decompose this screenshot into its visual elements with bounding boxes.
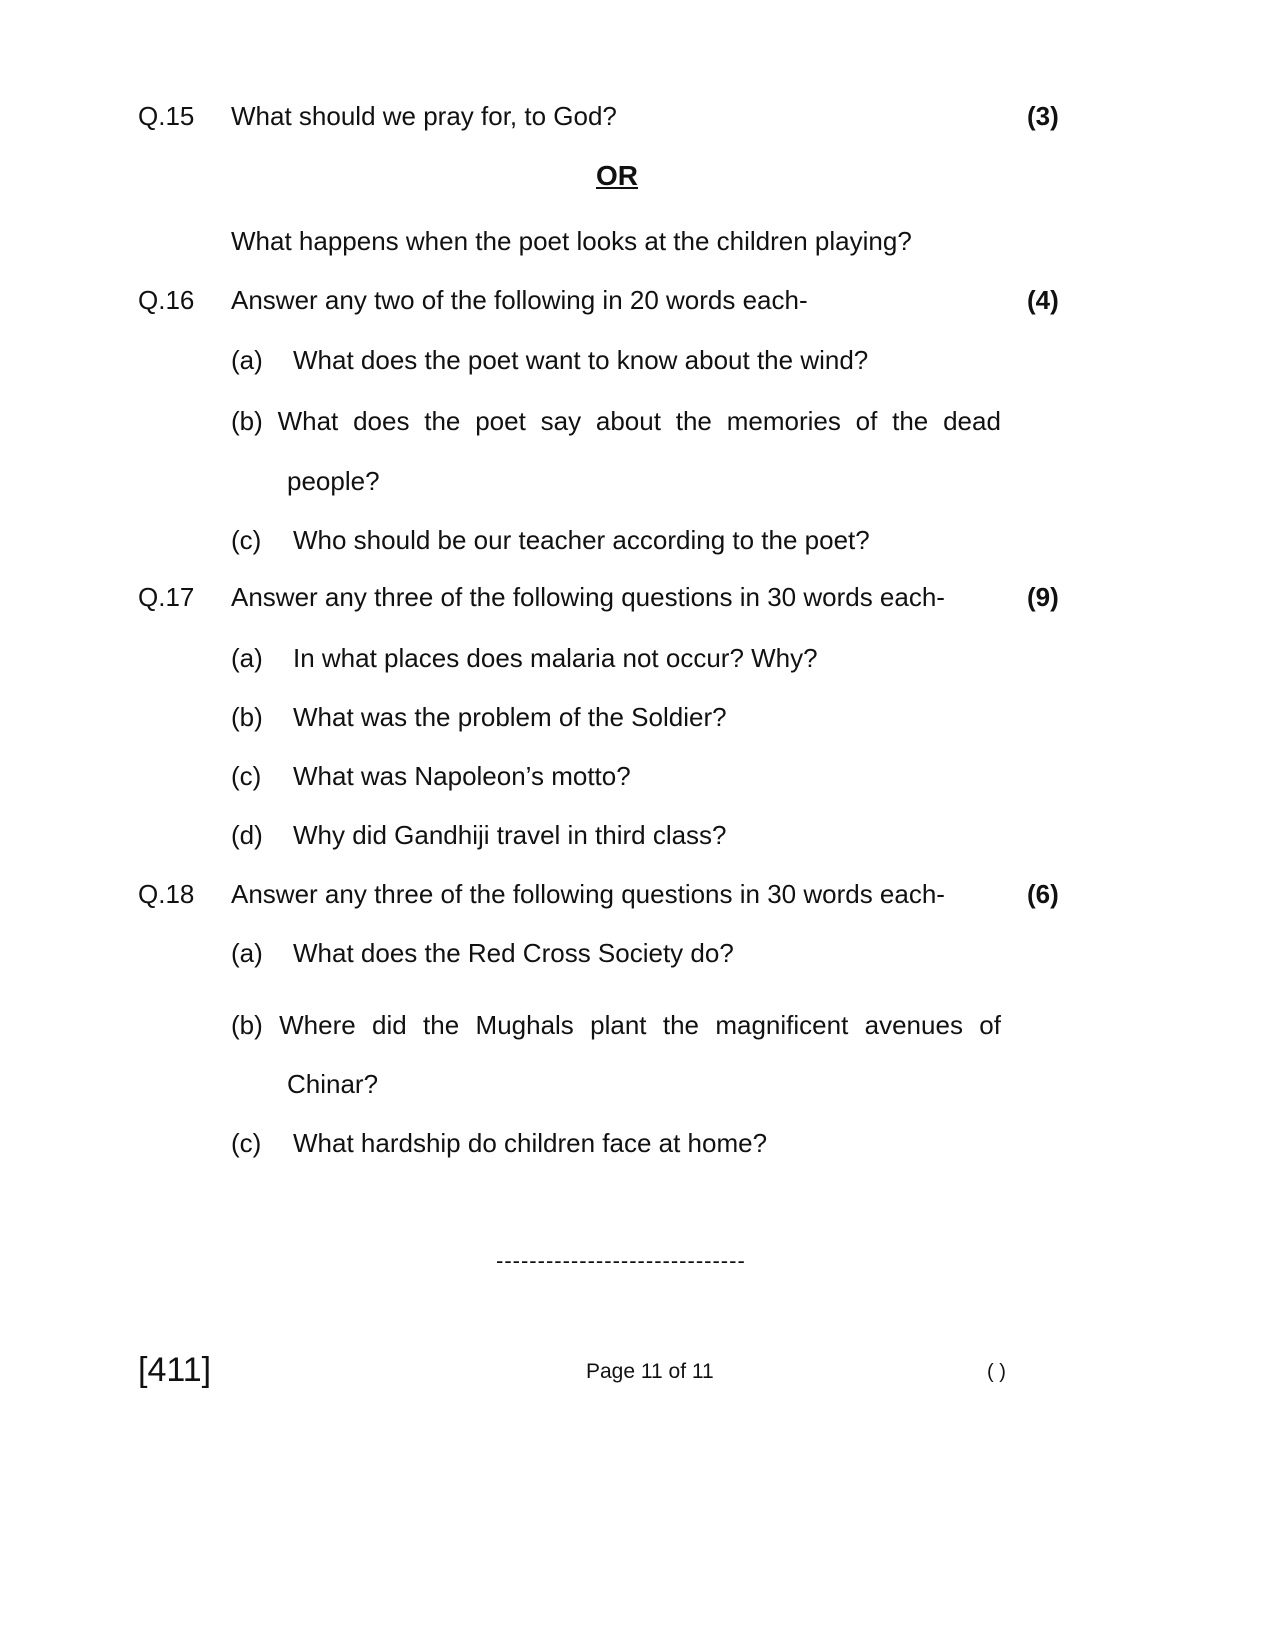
q16-part-b-word: the: [675, 406, 712, 436]
q17-part-c-label: (c): [231, 761, 262, 791]
q16-part-b-label: (b): [231, 406, 263, 436]
q16-text: Answer any two of the following in 20 words each-: [231, 285, 808, 315]
q18-marks: (6): [1027, 879, 1059, 909]
q15-text: What should we pray for, to God?: [231, 101, 617, 131]
footer-parentheses: ( ): [987, 1361, 1006, 1383]
q18-part-c-label: (c): [231, 1128, 262, 1158]
q17-part-a-label: (a): [231, 643, 263, 673]
q16-part-a-text: What does the poet want to know about the wind?: [293, 345, 869, 375]
q18-text: Answer any three of the following questions in 30 words each-: [231, 879, 945, 909]
q16-part-b-word: dead: [943, 406, 1001, 436]
q17-number: Q.17: [138, 582, 195, 612]
q18-number: Q.18: [138, 879, 195, 909]
q18-part-b-line: [231, 1012, 1001, 1038]
end-divider: ------------------------------: [496, 1248, 746, 1273]
q17-text: Answer any three of the following questions in 30 words each-: [231, 582, 945, 612]
paper-code: [411]: [138, 1351, 212, 1389]
q18-part-a-text: What does the Red Cross Society do?: [293, 938, 734, 968]
q17-part-d-label: (d): [231, 820, 263, 850]
q16-part-b-line: [231, 408, 1001, 434]
q15-alt-text: What happens when the poet looks at the children playing?: [231, 226, 912, 256]
q18-part-b-continuation: Chinar?: [287, 1069, 379, 1099]
q16-part-b-word: say: [540, 406, 582, 436]
q16-part-b-word: of: [855, 406, 878, 436]
q18-part-c-text: What hardship do children face at home?: [293, 1128, 768, 1158]
q15-number: Q.15: [138, 101, 195, 131]
q16-part-b-word: What: [277, 406, 339, 436]
q17-part-c-text: What was Napoleon’s motto?: [293, 761, 631, 791]
q16-part-b-word: does: [353, 406, 410, 436]
q16-part-c-label: (c): [231, 525, 262, 555]
q16-part-b-word: poet: [475, 406, 526, 436]
q16-marks: (4): [1027, 285, 1059, 315]
q17-part-d-text: Why did Gandhiji travel in third class?: [293, 820, 727, 850]
q17-marks: (9): [1027, 582, 1059, 612]
q18-part-b-word: magnificent: [715, 1010, 849, 1040]
q16-part-b-continuation: people?: [287, 466, 380, 496]
q18-part-b-word: Mughals: [475, 1010, 574, 1040]
q18-part-b-word: plant: [590, 1010, 647, 1040]
q18-part-b-word: the: [423, 1010, 460, 1040]
q18-part-b-label: (b): [231, 1010, 263, 1040]
q18-part-b-word: Where: [279, 1010, 356, 1040]
q18-part-b-word: did: [372, 1010, 407, 1040]
q17-part-b-label: (b): [231, 702, 263, 732]
or-heading: OR: [596, 160, 638, 191]
q17-part-a-text: In what places does malaria not occur? Why?: [293, 643, 818, 673]
q15-marks: (3): [1027, 101, 1059, 131]
q17-part-b-text: What was the problem of the Soldier?: [293, 702, 727, 732]
page-number: Page 11 of 11: [586, 1360, 714, 1383]
q16-number: Q.16: [138, 285, 195, 315]
q16-part-b-word: about: [595, 406, 661, 436]
q16-part-b-word: the: [892, 406, 929, 436]
q16-part-b-word: memories: [726, 406, 841, 436]
q16-part-a-label: (a): [231, 345, 263, 375]
q18-part-b-word: of: [979, 1010, 1001, 1040]
q16-part-b-word: the: [424, 406, 461, 436]
q16-part-c-text: Who should be our teacher according to the poet?: [293, 525, 870, 555]
q18-part-b-word: the: [662, 1010, 700, 1040]
q18-part-a-label: (a): [231, 938, 263, 968]
q18-part-b-word: avenues: [864, 1010, 963, 1040]
